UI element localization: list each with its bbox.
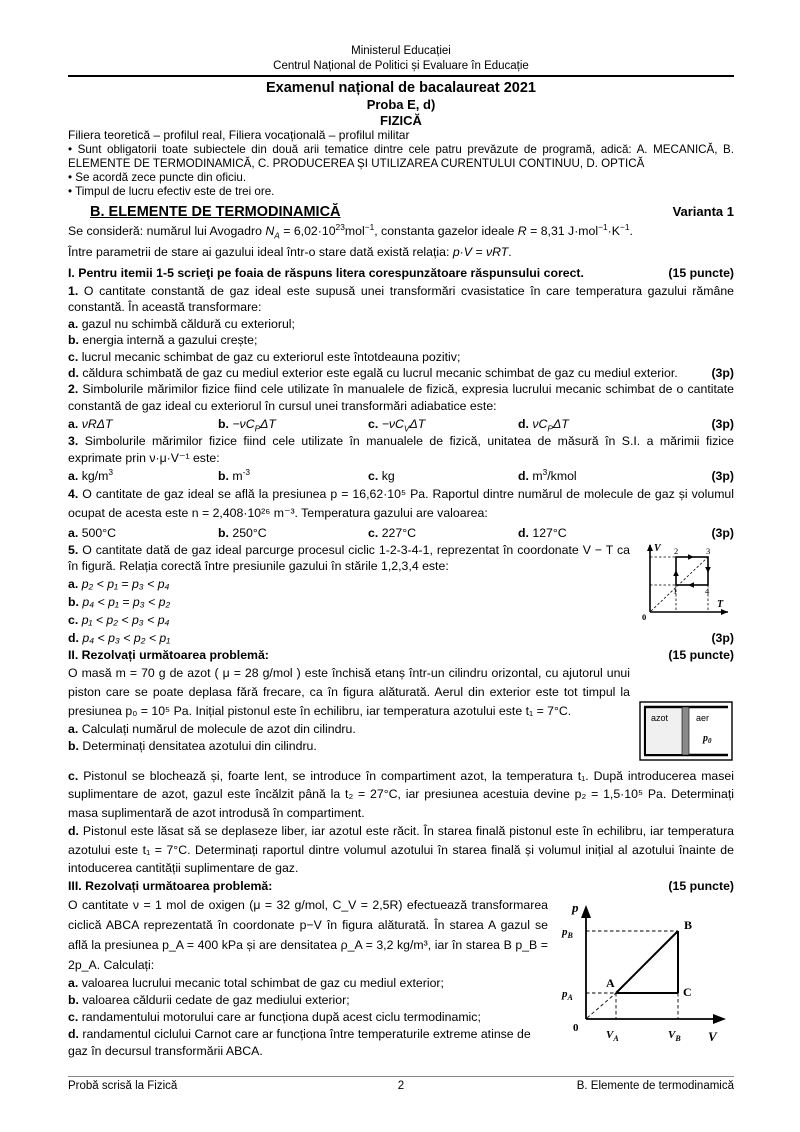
option-letter: c.: [368, 526, 379, 541]
question-2-option-a[interactable]: [68, 415, 218, 433]
option-letter: a.: [68, 316, 79, 331]
option-letter: d.: [518, 469, 529, 484]
section-title: B. ELEMENTE DE TERMODINAMICĂ: [90, 204, 341, 220]
item-text: valoarea căldurii cedate de gaz mediului exterior;: [82, 992, 350, 1007]
question-2-number: 2.: [68, 382, 79, 397]
question-2-option-b[interactable]: [218, 415, 368, 433]
vt-point-3-label: 3: [706, 546, 711, 557]
vt-arrow-2-3: [688, 554, 694, 560]
question-5-option-b[interactable]: [68, 593, 734, 611]
avogadro-symbol: N: [265, 224, 275, 238]
question-4-points: (3p): [711, 526, 734, 541]
question-2-option-d[interactable]: [518, 415, 668, 433]
option-text: 250°C: [232, 526, 267, 541]
vt-arrow-1-2: [673, 570, 679, 576]
pv-pb-label: $p_B$: [562, 925, 573, 940]
option-exp: 3: [542, 466, 548, 477]
option-text: energia internă a gazului crește;: [82, 333, 258, 348]
pv-line-ab: [616, 931, 678, 993]
option-sub: P: [547, 423, 553, 434]
piston: [682, 707, 689, 755]
vt-origin-label: 0: [642, 612, 647, 623]
option-text: m: [232, 469, 243, 484]
option-letter: a.: [68, 526, 79, 541]
item-text: Determinați densitatea azotului din cilindru.: [82, 738, 317, 753]
vt-diagram-svg: [638, 540, 734, 622]
exam-title: Examenul național de bacalaureat 2021: [266, 80, 536, 96]
pv-diagram-svg: [556, 897, 734, 1049]
question-2-text: Simbolurile mărimilor fizice fiind cele utilizate în manualele de fizică, expresia lucrului mecanic schimbat de o cantitate constantă de gaz ideal cu exteriorul în cursul unei transformări adiabatice este:: [68, 382, 735, 413]
part1-instruction-row: [68, 265, 734, 282]
option-letter: c.: [368, 417, 379, 432]
vt-arrow-3-4: [705, 567, 711, 573]
figure-pv-diagram: [556, 897, 734, 1054]
pv-vb-label: $V_B$: [668, 1028, 681, 1043]
cylinder-azot-label: azot: [651, 712, 669, 723]
pv-point-c-label: C: [683, 984, 692, 999]
vt-point-1-label: 1: [673, 586, 678, 597]
question-5-text: O cantitate dată de gaz ideal parcurge procesul ciclic 1-2-3-4-1, reprezentat în coordonate V − T ca în figură. Relația corectă între presiunile gazului în stările 1,2,3,4 este:: [68, 543, 630, 574]
question-1-option-a[interactable]: [68, 316, 734, 332]
vt-arrow-4-1: [688, 582, 694, 588]
part3-heading-row: [68, 878, 734, 895]
part2-body: [68, 664, 734, 878]
cylinder-pressure-label: $p_0$: [703, 732, 712, 745]
gas-constant-exp1: −1: [598, 221, 608, 232]
question-4-option-a[interactable]: [68, 524, 218, 542]
footer-left: Probă scrisă la Fizică: [68, 1080, 178, 1092]
page-footer: [68, 1076, 734, 1092]
page-content: [68, 44, 734, 1060]
section-header: [68, 204, 734, 220]
option-text: p₄ < p₃ < p₂ < p₁: [82, 630, 171, 645]
item-letter: a.: [68, 975, 79, 990]
part2-item-d: [68, 822, 734, 878]
option-text: p₂ < p₁ = p₃ < p₄: [81, 576, 170, 591]
question-4-options: [68, 524, 734, 542]
part1-instruction: I. Pentru itemii 1-5 scrieţi pe foaia de răspuns litera corespunzătoare răspunsului corect.: [68, 266, 584, 280]
option-letter: c.: [368, 469, 379, 484]
question-2-points: (3p): [711, 417, 734, 432]
option-letter: d.: [518, 526, 529, 541]
item-letter: d.: [68, 824, 79, 839]
avogadro-unit: mol: [344, 224, 365, 238]
gas-constant-unit2: ·K: [607, 224, 620, 238]
bullet-obligatory: • Sunt obligatorii toate subiectele din două arii tematice dintre cele patru prevăzute de programă, adică: A. MECANICĂ, B. ELEMENTE DE TERMODINAMICĂ, C. PRODUCEREA ȘI UTILIZAREA CURENTULUI CONTINUU, D. OPTICĂ: [68, 143, 734, 170]
option-after: /kmol: [547, 469, 577, 484]
vt-isobar-ray: [651, 557, 708, 611]
part2-intro: O masă m = 70 g de azot ( μ = 28 g/mol ) este închisă etanș într-un cilindru orizontal, cu ajutorul unui piston care se poate deplasa fără frecare, ca în figura alăturată. Aerul din exterior este tot timpul la presiunea p₀ = 10⁵ Pa. Inițial pistonul este în echilibru, iar temperatura azotului este t₁ = 7°C.: [68, 665, 630, 718]
figure-vt-diagram: [638, 540, 734, 627]
option-letter: b.: [218, 469, 229, 484]
option-letter: c.: [68, 349, 79, 364]
gas-constant-exp2: −1: [619, 221, 630, 232]
item-letter: a.: [68, 721, 79, 736]
part2-item-c: [68, 767, 734, 823]
part1-points: (15 puncte): [668, 266, 734, 280]
vt-point-2-label: 2: [674, 546, 679, 557]
pv-point-b-label: B: [684, 917, 693, 932]
question-4-number: 4.: [68, 487, 79, 502]
option-exp: 3: [108, 466, 113, 477]
part2-heading-row: [68, 647, 734, 664]
option-text: 227°C: [381, 526, 417, 541]
option-after: ΔT: [552, 417, 569, 432]
item-letter: d.: [68, 1026, 79, 1041]
vt-x-label: T: [717, 599, 724, 611]
avogadro-value: = 6,02·10: [283, 224, 336, 238]
option-letter: b.: [68, 333, 79, 348]
avogadro-unit-exp: −1: [364, 221, 375, 232]
vt-point-4-label: 4: [705, 586, 710, 597]
question-3: [68, 433, 734, 466]
question-3-option-d[interactable]: [518, 467, 668, 485]
option-text: kg/m: [81, 469, 109, 484]
question-1-option-b[interactable]: [68, 332, 734, 348]
question-2-options: [68, 415, 734, 433]
option-text: lucrul mecanic schimbat de gaz cu exteriorul este întotdeauna pozitiv;: [81, 349, 461, 364]
option-letter: b.: [218, 526, 229, 541]
option-letter: a.: [68, 576, 79, 591]
option-text: p₁ < p₂ < p₃ < p₄: [81, 612, 170, 627]
question-5-option-a[interactable]: [68, 575, 734, 593]
pv-y-arrow: [581, 905, 591, 918]
avogadro-exp: 23: [335, 221, 345, 232]
question-1-points: (3p): [711, 366, 734, 381]
question-5-option-c[interactable]: [68, 611, 734, 629]
option-text: 127°C: [532, 526, 567, 541]
option-text: gazul nu schimbă căldură cu exteriorul;: [81, 316, 295, 331]
item-text: randamentului motorului care ar funcționa după acest ciclu termodinamic;: [81, 1009, 481, 1024]
option-letter: a.: [68, 417, 79, 432]
state-relation-formula: p·V = νRT: [452, 245, 509, 259]
option-letter: d.: [68, 366, 79, 381]
question-3-option-b[interactable]: [218, 467, 368, 485]
cylinder-svg: [638, 700, 734, 762]
pv-x-arrow: [713, 1014, 726, 1024]
question-2-option-c[interactable]: [368, 415, 518, 433]
footer-right: B. Elemente de termodinamică: [576, 1080, 734, 1092]
question-3-option-a[interactable]: [68, 467, 218, 485]
option-letter: d.: [68, 630, 79, 645]
question-5-number: 5.: [68, 543, 79, 558]
question-4: [68, 485, 734, 523]
question-5-block: [68, 542, 734, 647]
pv-origin-ray: [587, 993, 616, 1018]
cylinder-aer-label: aer: [696, 712, 710, 723]
part2-points: (15 puncte): [668, 647, 734, 662]
question-5: [68, 542, 734, 575]
question-3-number: 3.: [68, 434, 79, 449]
constants-line: [68, 223, 734, 240]
footer-page-number: 2: [397, 1080, 405, 1092]
item-text: Calculați numărul de molecule de azot din cilindru.: [81, 721, 356, 736]
state-relation-end: .: [508, 245, 512, 259]
question-5-points: (3p): [711, 630, 734, 645]
part3-points: (15 puncte): [668, 878, 734, 893]
item-letter: c.: [68, 1009, 79, 1024]
pv-y-label: p: [572, 899, 579, 915]
option-text: −νC: [232, 417, 255, 432]
figure-cylinder: [638, 700, 734, 767]
option-after: ΔT: [260, 417, 276, 432]
vt-y-label: V: [654, 543, 661, 555]
item-letter: b.: [68, 992, 79, 1007]
pv-pa-label: $p_A$: [562, 987, 573, 1002]
option-text: kg: [381, 469, 395, 484]
constants-middle: , constanta gazelor ideale: [374, 224, 515, 238]
question-5-option-d[interactable]: [68, 629, 734, 647]
option-letter: c.: [68, 612, 79, 627]
variant-label: Varianta 1: [672, 204, 734, 219]
question-4-option-b[interactable]: [218, 524, 368, 542]
item-letter: b.: [68, 738, 79, 753]
item-text: Pistonul se blochează și, foarte lent, se introduce în compartiment azot, la temperatura t₁. După introducerea masei suplimentare de azot, gazul este încălzit până la t₂ = 27°C, iar presiunea acestuia devine p₂ = 1,5·10⁵ Pa. Determinați masa suplimentară de azot introdusă în compartiment.: [68, 768, 734, 820]
ministry-line: Ministerul Educației: [351, 45, 451, 57]
gas-constant-symbol: R: [517, 224, 527, 238]
question-1-option-d[interactable]: [68, 365, 734, 381]
question-2: [68, 381, 734, 414]
item-text: randamentul ciclului Carnot care ar funcționa între temperaturile extreme atinse de gaz în decursul transformării ABCA.: [68, 1026, 531, 1058]
pv-va-label: $V_A$: [606, 1028, 619, 1043]
question-1-text: O cantitate constantă de gaz ideal este supusă unei transformări cvasistatice în care temperatura gazului rămâne constantă. În această transformare:: [68, 284, 734, 315]
option-text: m: [532, 469, 543, 484]
item-letter: c.: [68, 768, 79, 783]
avogadro-sub: A: [274, 230, 280, 241]
header-divider: [68, 75, 734, 77]
option-letter: d.: [518, 417, 529, 432]
exam-subject: FIZICĂ: [380, 112, 422, 128]
question-3-options: [68, 467, 734, 485]
option-letter: a.: [68, 469, 79, 484]
question-1: [68, 283, 734, 316]
option-exp: -3: [242, 466, 251, 477]
pv-x-label: V: [708, 1028, 717, 1044]
option-sub: V: [403, 423, 410, 434]
question-4-text: O cantitate de gaz ideal se află la presiunea p = 16,62·10⁵ Pa. Raportul dintre numărul de molecule de gaz și volumul ocupat de acesta este n = 2,408·10²⁶ m⁻³. Temperatura gazului are valoarea:: [68, 487, 735, 521]
constants-prefix: Se consideră: numărul lui Avogadro: [68, 224, 262, 238]
option-text: p₄ < p₁ = p₃ < p₂: [82, 594, 171, 609]
pv-origin-label: 0: [573, 1021, 579, 1034]
part3-body: [68, 895, 734, 1060]
option-text: căldura schimbată de gaz cu mediul exterior este egală cu lucrul mecanic schimbat de gaz cu mediul exterior.: [82, 366, 678, 381]
question-4-option-c[interactable]: [368, 524, 518, 542]
part3-heading: III. Rezolvați următoarea problemă:: [68, 878, 273, 893]
question-3-option-c[interactable]: [368, 467, 518, 485]
part2-item-a: [68, 721, 734, 738]
option-letter: b.: [68, 594, 79, 609]
part2-heading: II. Rezolvați următoarea problemă:: [68, 647, 269, 662]
item-text: valoarea lucrului mecanic total schimbat de gaz cu mediul exterior;: [81, 975, 444, 990]
constants-end: .: [629, 224, 633, 238]
option-text: 500°C: [81, 526, 117, 541]
state-relation-line: [68, 244, 734, 261]
exam-proba: Proba E, d): [366, 97, 436, 112]
part2-item-b: [68, 738, 734, 755]
question-3-text: Simbolurile mărimilor fizice fiind cele utilizate în manualele de fizică, unitatea de măsură în S.I. a mărimii fizice exprimate prin ν·μ·V⁻¹ este:: [68, 434, 734, 465]
option-after: ΔT: [409, 417, 426, 432]
gas-constant-value: = 8,31 J·mol: [530, 224, 599, 238]
state-relation-prefix: Între parametrii de stare ai gazului ideal într-o stare dată există relația:: [68, 245, 450, 259]
option-text: −νC: [381, 417, 404, 432]
question-1-number: 1.: [68, 284, 79, 298]
question-3-points: (3p): [711, 469, 734, 484]
question-1-option-c[interactable]: [68, 349, 734, 365]
option-text: νRΔT: [81, 417, 113, 432]
filiera-line: Filiera teoretică – profilul real, Filiera vocațională – profilul militar: [68, 128, 410, 142]
option-letter: b.: [218, 417, 229, 432]
bullet-time: • Timpul de lucru efectiv este de trei ore.: [68, 185, 275, 198]
option-text: νC: [532, 417, 548, 432]
vt-y-arrow: [647, 544, 653, 551]
item-text: Pistonul este lăsat să se deplaseze liber, iar azotul este răcit. În starea finală pistonul este în echilibru, iar temperatura azotului este t₁ = 7°C. Determinați raportul dintre volumul azotului în starea finală și volumul inițial al azotului înainte de intoducerea cantității suplimentare de gaz.: [68, 824, 735, 876]
option-sub: P: [254, 423, 261, 434]
pv-point-a-label: A: [606, 975, 615, 990]
bullet-oficiu: • Se acordă zece puncte din oficiu.: [68, 171, 247, 184]
part3-intro: O cantitate ν = 1 mol de oxigen (μ = 32 g/mol, C_V = 2,5R) efectuează transformarea ciclică ABCA reprezentată în coordonate p−V în figura alăturată. În starea A gazul se află la presiunea p_A = 400 kPa și are densitatea ρ_A = 3,2 kg/m³, iar în starea B p_B = 2p_A. Calculați:: [68, 897, 548, 972]
evaluation-center-line: Centrul Național de Politici și Evaluare în Educație: [273, 59, 529, 72]
